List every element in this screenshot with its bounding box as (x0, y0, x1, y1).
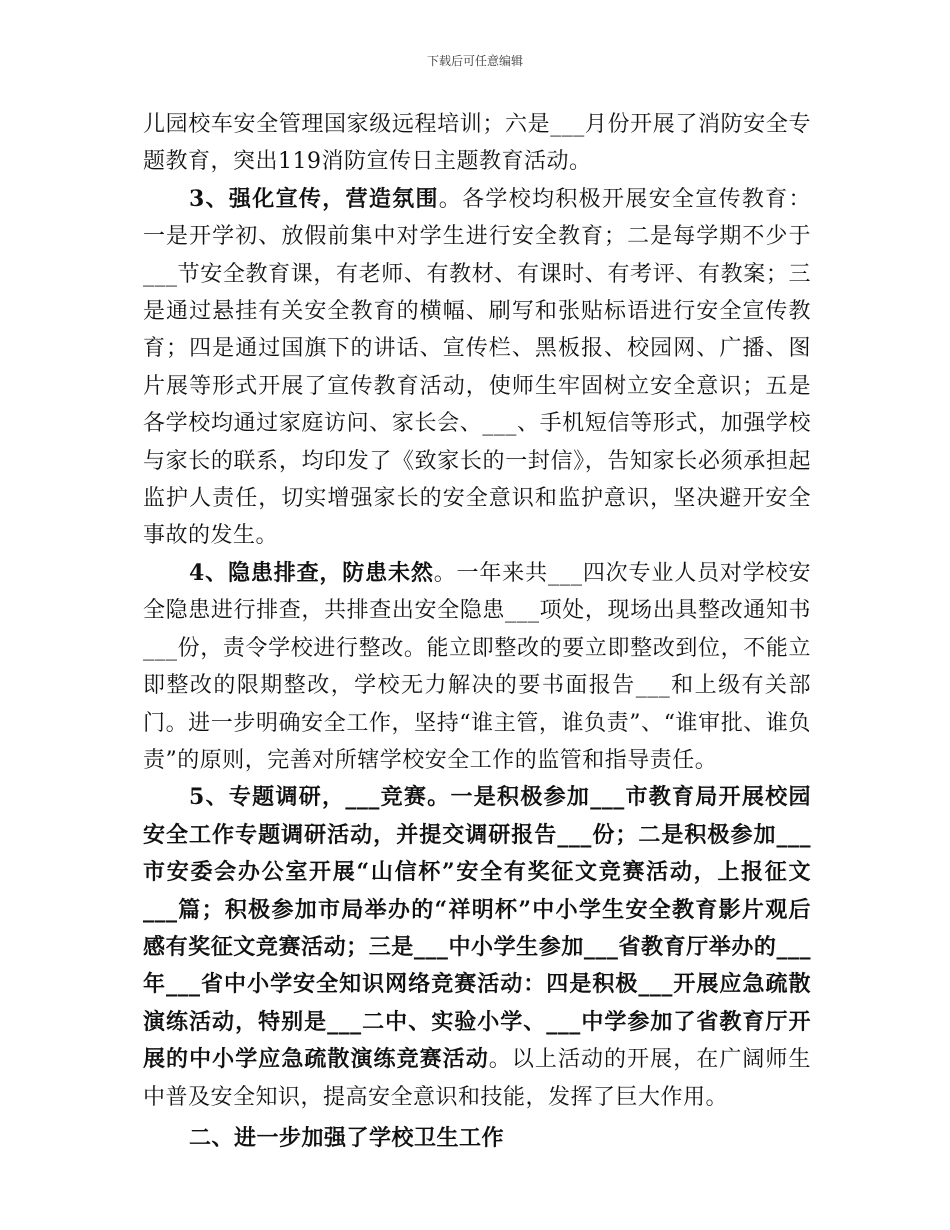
section-body-publicity: 。各学校均积极开展安全宣传教育：一是开学初、放假前集中对学生进行安全教育；二是每学期不少于___节安全教育课，有老师、有教材、有课时、有考评、有教案；三是通过悬挂有关安全教育的横幅、刷写和张贴标语进行安全宣传教育；四是通过国旗下的讲话、宣传栏、黑板报、校园网、广播、图片展等形式开展了宣传教育活动，使师生牢固树立安全意识；五是各学校均通过家庭访问、家长会、___、手机短信等形式，加强学校与家长的联系，均印发了《致家长的一封信》，告知家长必须承担起监护人责任，切实增强家长的安全意识和监护意识，坚决避开安全事故的发生。 (143, 186, 811, 549)
section-body-hazard-check: 。一年来共___四次专业人员对学校安全隐患进行排查，共排查出安全隐患___项处，现场出具整改通知书___份，责令学校进行整改。能立即整改的要立即整改到位，不能立即整改的限期整改，学校无力解决的要书面报告___和上级有关部门。进一步明确安全工作，坚持“谁主管，谁负责”、“谁审批、谁负责”的原则，完善对所辖学校安全工作的监管和指导责任。 (143, 560, 811, 773)
section-lead-research-contest: 5、专题调研，___竞赛。一是积极参加___市教育局开展校园安全工作专题调研活动，并提交调研报告___份；二是积极参加___市安委会办公室开展“山信杯”安全有奖征文竞赛活动，上报征文___篇；积极参加市局举办的“祥明杯”中小学生安全教育影片观后感有奖征文竞赛活动；三是___中小学生参加___省教育厅举办的___年___省中小学安全知识网络竞赛活动：四是积极___开展应急疏散演练活动，特别是___二中、实验小学、___中学参加了省教育厅开展的中小学应急疏散演练竞赛活动 (143, 784, 811, 1073)
section-heading-hygiene: 二、进一步加强了学校卫生工作 (189, 1124, 505, 1151)
document-body (143, 106, 811, 1157)
paragraph-research-contest (143, 779, 811, 1116)
section-lead-hazard-check: 4、隐患排查，防患未然 (189, 559, 434, 586)
paragraph-continuation: 儿园校车安全管理国家级远程培训；六是___月份开展了消防安全专题教育，突出119消防宣传日主题教育活动。 (143, 112, 811, 175)
section-body-research-contest: 。以上活动的开展，在广阔师生中普及安全知识，提高安全意识和技能，发挥了巨大作用。 (143, 1047, 811, 1110)
paragraph-hazard-check (143, 555, 811, 779)
section-lead-publicity: 3、强化宣传，营造氛围 (189, 185, 439, 212)
paragraph-publicity (143, 181, 811, 555)
page-header: 下载后可任意编辑 (426, 54, 523, 68)
